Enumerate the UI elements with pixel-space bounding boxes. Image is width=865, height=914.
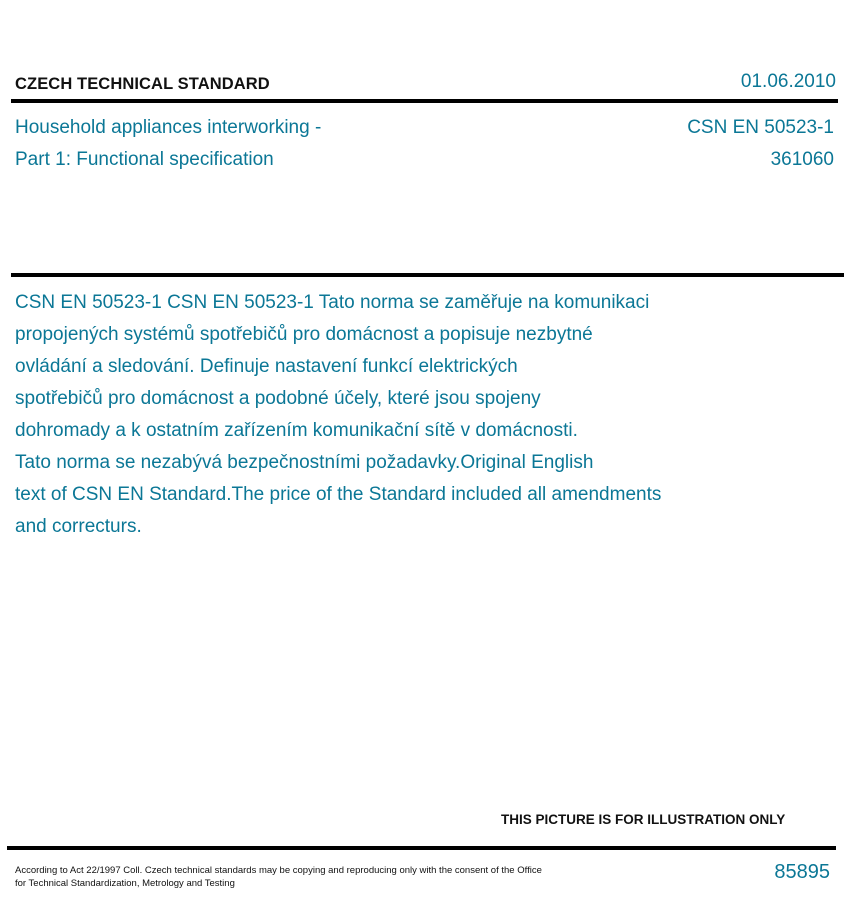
legal-notice: According to Act 22/1997 Coll. Czech technical standards may be copying and reproducing only with the consent of the Office for Technical Standardization, Metrology and Testing <box>15 865 542 889</box>
classification-number: 361060 <box>770 149 834 170</box>
document-type-label: CZECH TECHNICAL STANDARD <box>15 75 270 93</box>
standard-title-line-1: Household appliances interworking - <box>15 117 322 138</box>
illustration-note: THIS PICTURE IS FOR ILLUSTRATION ONLY <box>501 812 786 827</box>
standard-code: CSN EN 50523-1 <box>687 117 834 138</box>
title-divider <box>11 273 844 277</box>
publication-date: 01.06.2010 <box>740 71 836 92</box>
catalog-number: 85895 <box>774 861 830 883</box>
standard-description: CSN EN 50523-1 CSN EN 50523-1 Tato norma se zaměřuje na komunikaci propojených systémů spotřebičů pro domácnost a popisuje nezbytné ovládání a sledování. Definuje nastavení funkcí elektrických spotřebičů pro domácnost a podobné účely, které jsou spojeny dohromady a k ostatním zařízením komunikační sítě v domácnosti. Tato norma se nezabývá bezpečnostními požadavky.Original English text of CSN EN Standard.The price of the Standard included all amendments and correcturs. <box>15 292 662 537</box>
standard-title-line-2: Part 1: Functional specification <box>15 149 274 170</box>
header-divider <box>11 99 838 103</box>
footer-divider <box>7 846 836 850</box>
